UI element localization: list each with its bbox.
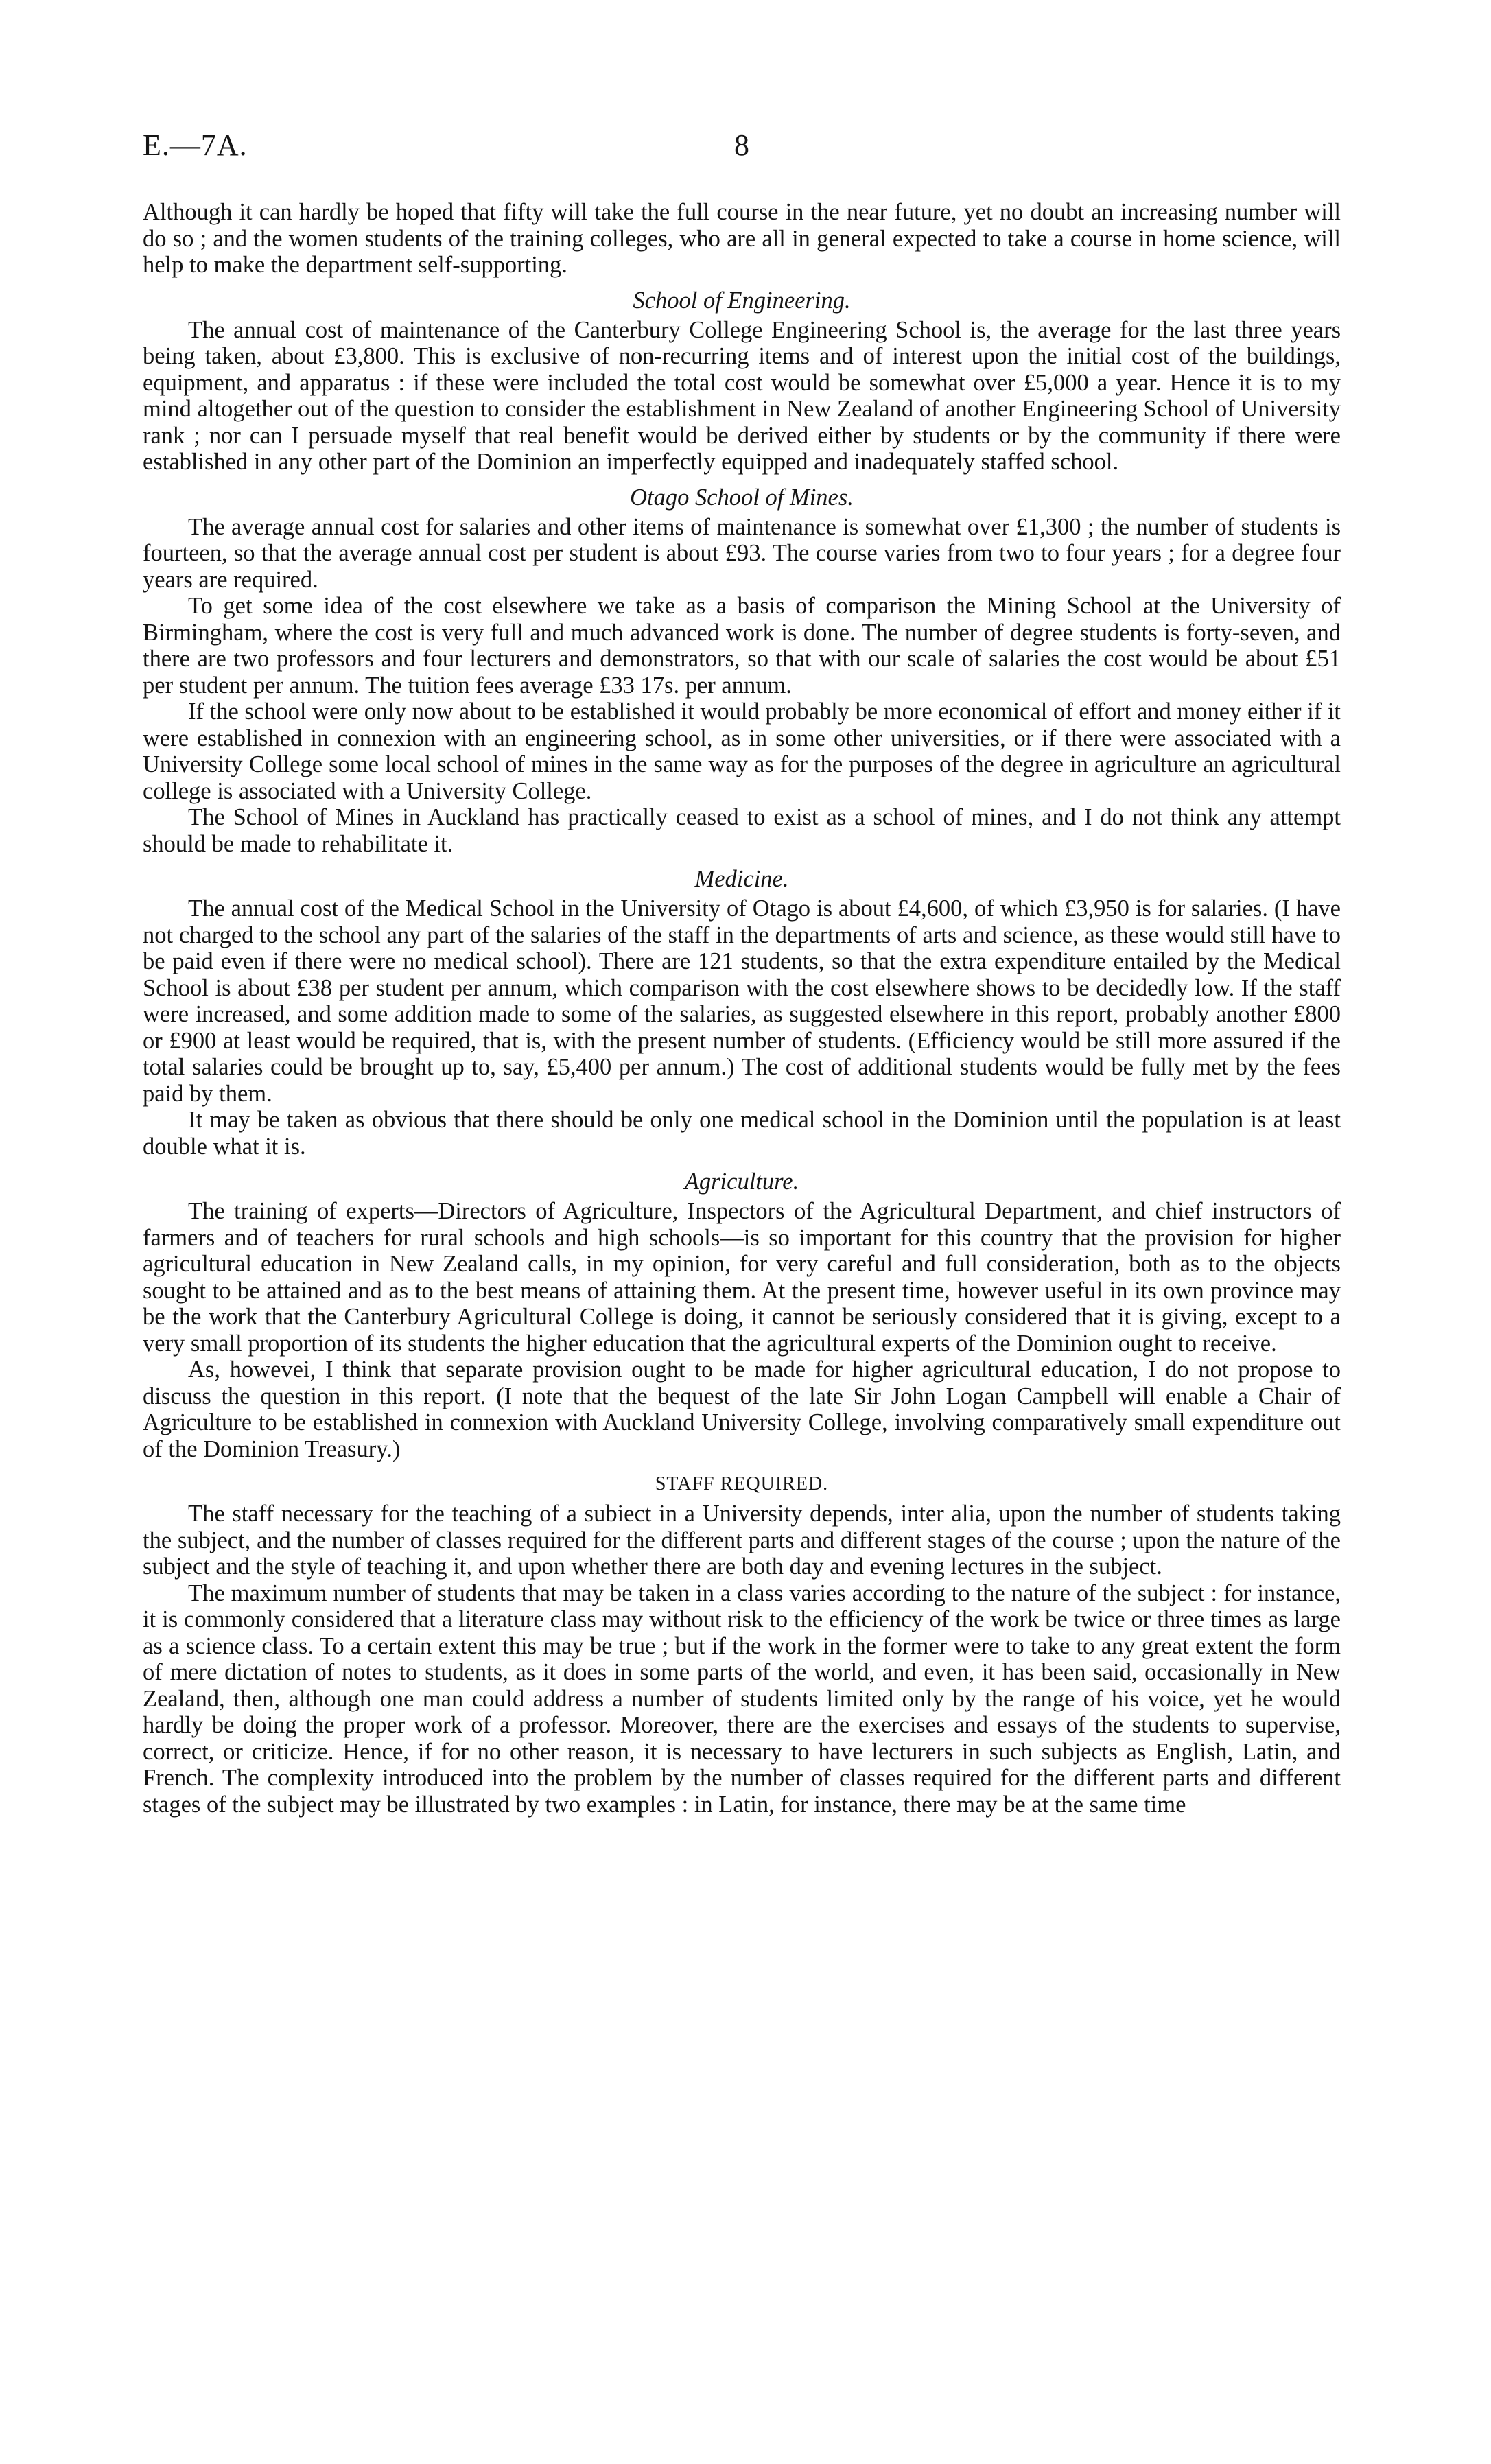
intro-paragraph: Although it can hardly be hoped that fifty will take the full course in the near future, yet no doubt an increasing number will do so ; and the women students of the training colleges, who are all in general expected to take a course in home science, will help to make the department self-supporting. xyxy=(143,199,1341,278)
heading-agriculture: Agriculture. xyxy=(684,1169,799,1195)
medicine-paragraph-1: The annual cost of the Medical School in the University of Otago is about £4,600, of which £3,950 is for salaries. (I have not charged to the school any part of the salaries of the staff in the departments of arts and science, as these would still have to be paid even if there were no medical school). There are 121 students, so that the extra expenditure entailed by the Medical School is about £38 per student per annum, which comparison with the cost elsewhere shows to be decidedly low. If the staff were increased, and some addition made to some of the salaries, as suggested elsewhere in this report, probably another £800 or £900 at least would be required, that is, with the present number of students. (Efficiency would be still more assured if the total salaries could be brought up to, say, £5,400 per annum.) The cost of additional students would be fully met by the fees paid by them. xyxy=(143,895,1341,1107)
document-reference: E.—7A. xyxy=(143,128,248,162)
mines-paragraph-1: The average annual cost for salaries and other items of maintenance is somewhat over £1,300 ; the number of students is fourteen, so that the average annual cost per student is about £93. The course varies from two to four years ; for a degree four years are required. xyxy=(143,513,1341,593)
agriculture-paragraph-1: The training of experts—Directors of Agriculture, Inspectors of the Agricultural Department, and chief instructors of farmers and of teachers for rural schools and high schools—is so important for this country that the provision for higher agricultural education in New Zealand calls, in my opinion, for very careful and full consideration, both as to the objects sought to be attained and as to the best means of attaining them. At the present time, however useful in its own province may be the work that the Canterbury Agricultural College is doing, it cannot be seriously considered that it is giving, except to a very small proportion of its students the higher education that the agricultural experts of the Dominion ought to receive. xyxy=(143,1198,1341,1357)
mines-paragraph-2: To get some idea of the cost elsewhere we take as a basis of comparison the Mining School at the University of Birmingham, where the cost is very full and much advanced work is done. The number of degree students is forty-seven, and there are two professors and four lecturers and demonstrators, so that with our scale of salaries the cost would be about £51 per student per annum. The tuition fees average £33 17s. per annum. xyxy=(143,593,1341,699)
agriculture-paragraph-2: As, howevei, I think that separate provision ought to be made for higher agricultural education, I do not propose to discuss the question in this report. (I note that the bequest of the late Sir John Logan Campbell will enable a Chair of Agriculture to be established in connexion with Auckland University College, involving comparatively small expenditure out of the Dominion Treasury.) xyxy=(143,1357,1341,1462)
heading-otago-school-of-mines: Otago School of Mines. xyxy=(630,484,854,511)
mines-paragraph-3: If the school were only now about to be established it would probably be more economical of effort and money either if it were established in connexion with an engineering school, as in some other universities, or if there were associated with a University College some local school of mines in the same way as for the purposes of the degree in agriculture an agricultural college is associated with a University College. xyxy=(143,699,1341,804)
heading-school-of-engineering: School of Engineering. xyxy=(633,287,851,314)
medicine-paragraph-2: It may be taken as obvious that there should be only one medical school in the Dominion until the population is at least double what it is. xyxy=(143,1107,1341,1160)
heading-medicine: Medicine. xyxy=(694,866,789,892)
page-body xyxy=(143,199,1341,1818)
staff-paragraph-1: The staff necessary for the teaching of a subiect in a University depends, inter alia, upon the number of students taking the subject, and the number of classes required for the different parts and different stages of the course ; upon the nature of the subject and the style of teaching it, and upon whether there are both day and evening lectures in the subject. xyxy=(143,1501,1341,1580)
mines-paragraph-4: The School of Mines in Auckland has practically ceased to exist as a school of mines, and I do not think any attempt should be made to rehabilitate it. xyxy=(143,804,1341,857)
heading-staff-required: STAFF REQUIRED. xyxy=(655,1473,829,1494)
page-number: 8 xyxy=(734,128,749,162)
page-header xyxy=(143,128,1341,169)
engineering-paragraph: The annual cost of maintenance of the Canterbury College Engineering School is, the average for the last three years being taken, about £3,800. This is exclusive of non-recurring items and of interest upon the initial cost of the buildings, equipment, and apparatus : if these were included the total cost would be somewhat over £5,000 a year. Hence it is to my mind altogether out of the question to consider the establishment in New Zealand of another Engineering School of University rank ; nor can I persuade myself that real benefit would be derived either by students or by the community if there were established in any other part of the Dominion an imperfectly equipped and inadequately staffed school. xyxy=(143,316,1341,475)
staff-paragraph-2: The maximum number of students that may be taken in a class varies according to the nature of the subject : for instance, it is commonly considered that a literature class may without risk to the efficiency of the work be twice or three times as large as a science class. To a certain extent this may be true ; but if the work in the former were to take to any great extent the form of mere dictation of notes to students, as it does in some parts of the world, and even, it has been said, occasionally in New Zealand, then, although one man could address a number of students limited only by the range of his voice, yet he would hardly be doing the proper work of a professor. Moreover, there are the exercises and essays of the students to supervise, correct, or criticize. Hence, if for no other reason, it is necessary to have lecturers in such subjects as English, Latin, and French. The complexity introduced into the problem by the number of classes required for the different parts and different stages of the subject may be illustrated by two examples : in Latin, for instance, there may be at the same time xyxy=(143,1580,1341,1818)
